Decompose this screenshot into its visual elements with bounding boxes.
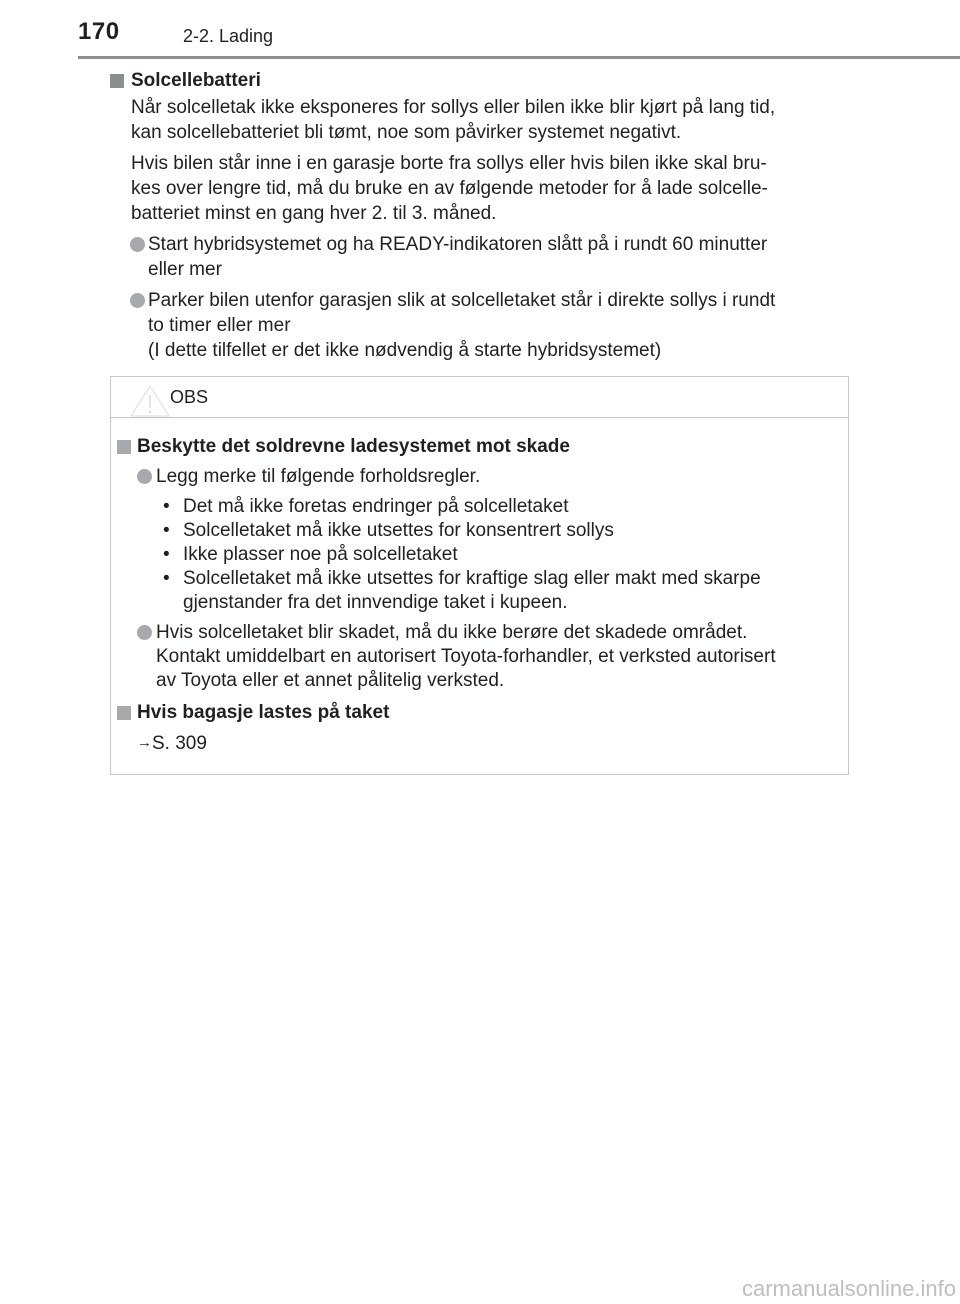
list-item-line: to timer eller mer (148, 315, 291, 336)
header-divider (78, 56, 960, 59)
precaution-line: gjenstander fra det innvendige taket i kupeen. (183, 592, 568, 613)
paragraph-line: Når solcelletak ikke eksponeres for sollys eller bilen ikke blir kjørt på lang tid, (131, 97, 776, 118)
precaution-item (163, 543, 842, 567)
bullet-mark: • (163, 568, 170, 589)
precaution-line: Ikke plasser noe på solcelletaket (183, 544, 458, 565)
precaution-item (163, 519, 842, 543)
page-number: 170 (78, 18, 120, 45)
notice-header (111, 377, 848, 418)
list-item-line: Legg merke til følgende forholdsregler. (156, 466, 481, 487)
notice-heading-text: Beskytte det soldrevne ladesystemet mot skade (137, 436, 570, 457)
notice-box (110, 376, 849, 775)
precaution-item (163, 567, 842, 615)
paragraph-line: kan solcellebatteriet bli tømt, noe som påvirker systemet negativt. (131, 122, 682, 143)
precaution-line: Solcelletaket må ikke utsettes for konsentrert sollys (183, 520, 614, 541)
list-item-line: av Toyota eller et annet pålitelig verksted. (156, 670, 505, 691)
section-title: 2-2. Lading (183, 26, 274, 46)
list-item-line: Parker bilen utenfor garasjen slik at solcelletaket står i direkte sollys i rundt (148, 290, 776, 311)
notice-heading (117, 701, 842, 725)
paragraph-line: batteriet minst en gang hver 2. til 3. måned. (131, 203, 497, 224)
list-item (117, 621, 842, 693)
precaution-line: Det må ikke foretas endringer på solcelletaket (183, 496, 569, 517)
paragraph-line: kes over lengre tid, må du bruke en av følgende metoder for å lade solcelle- (131, 178, 768, 199)
paragraph-2 (110, 151, 852, 226)
precaution-line: Solcelletaket må ikke utsettes for kraftige slag eller makt med skarpe (183, 568, 761, 589)
bullet-mark: • (163, 496, 170, 517)
section-heading-text: Solcellebatteri (131, 70, 261, 91)
square-bullet-icon (117, 706, 131, 720)
notice-heading (117, 435, 842, 459)
round-bullet-icon (137, 469, 152, 484)
arrow-right-icon: → (137, 734, 152, 751)
list-item-line: Kontakt umiddelbart en autorisert Toyota-forhandler, et verksted autorisert (156, 646, 776, 667)
bullet-mark: • (163, 520, 170, 541)
notice-label: OBS (170, 387, 209, 407)
paragraph-1 (110, 95, 852, 145)
list-item-line: Start hybridsystemet og ha READY-indikatoren slått på i rundt 60 minutter (148, 234, 768, 255)
page-reference[interactable] (117, 731, 842, 756)
list-item-line: Hvis solcelletaket blir skadet, må du ikke berøre det skadede området. (156, 622, 748, 643)
page-header (0, 0, 960, 62)
square-bullet-icon (117, 440, 131, 454)
round-bullet-icon (130, 293, 145, 308)
notice-body (117, 435, 842, 756)
list-item (110, 288, 852, 363)
paragraph-line: Hvis bilen står inne i en garasje borte fra sollys eller hvis bilen ikke skal bru- (131, 153, 767, 174)
section-heading (110, 68, 852, 93)
bullet-mark: • (163, 544, 170, 565)
list-item (110, 232, 852, 282)
precaution-list (117, 495, 842, 615)
main-content (110, 68, 852, 363)
page-reference-link[interactable]: S. 309 (152, 733, 207, 754)
precaution-item (163, 495, 842, 519)
warning-triangle-icon (130, 385, 170, 417)
square-bullet-icon (110, 74, 124, 88)
watermark: carmanualsonline.info (741, 1276, 956, 1301)
notice-heading-text: Hvis bagasje lastes på taket (137, 702, 390, 723)
round-bullet-icon (137, 625, 152, 640)
round-bullet-icon (130, 237, 145, 252)
list-item (117, 465, 842, 489)
list-item-line: eller mer (148, 259, 222, 280)
list-item-line: (I dette tilfellet er det ikke nødvendig å starte hybridsystemet) (148, 340, 662, 361)
